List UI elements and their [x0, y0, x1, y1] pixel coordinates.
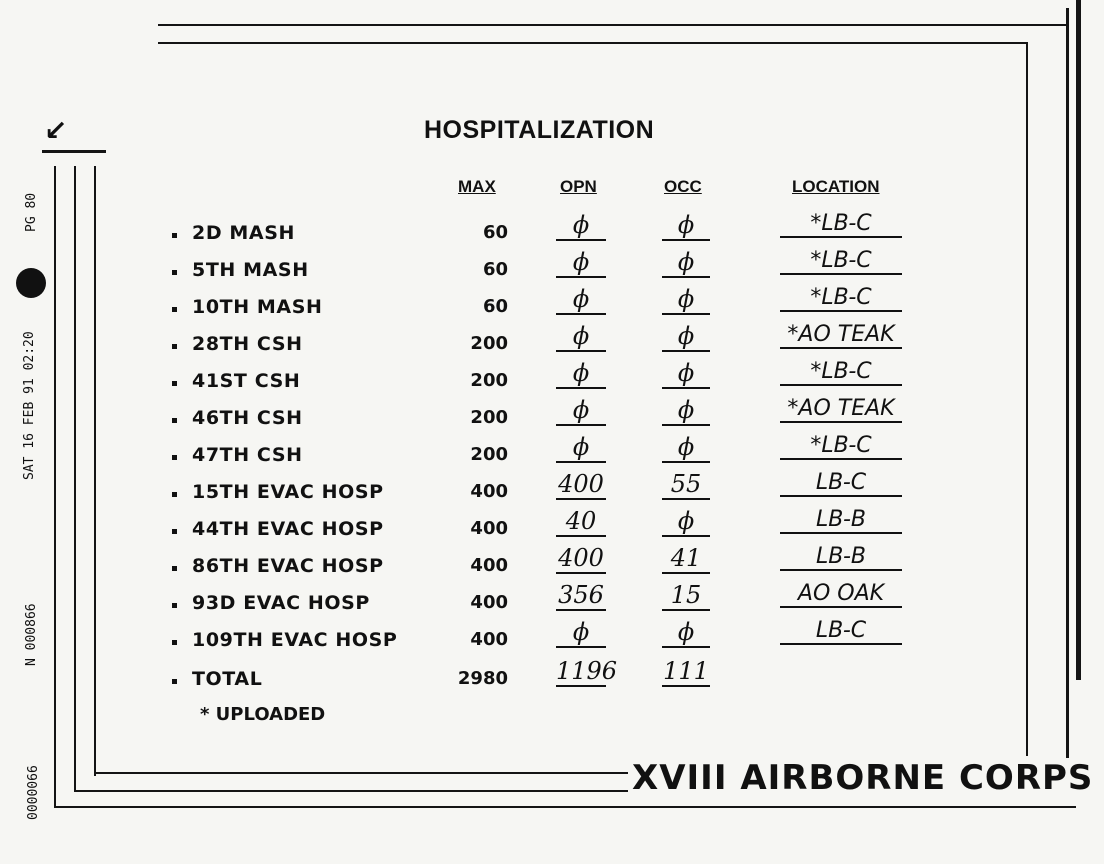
table-row [0, 285, 1104, 329]
unit-name: 109TH EVAC HOSP [192, 629, 398, 651]
location-value: *LB-C [780, 285, 902, 312]
frame-top-line [158, 24, 1068, 26]
table-row [0, 248, 1104, 292]
max-value: 400 [470, 592, 508, 613]
bullet-icon [172, 603, 177, 608]
bullet-icon [172, 307, 177, 312]
bullet-icon [172, 418, 177, 423]
unit-name: 41ST CSH [192, 370, 301, 392]
location-value: LB-B [780, 507, 902, 534]
total-row [0, 657, 1104, 701]
bullet-icon [172, 270, 177, 275]
unit-name: 46TH CSH [192, 407, 303, 429]
opn-value: ϕ [556, 359, 606, 389]
margin-doc-id: N 000866 [24, 603, 39, 666]
bullet-icon [172, 492, 177, 497]
unit-name: 86TH EVAC HOSP [192, 555, 384, 577]
occ-value: 15 [662, 581, 710, 611]
opn-value: ϕ [556, 285, 606, 315]
opn-value: 40 [556, 507, 606, 537]
opn-value: ϕ [556, 211, 606, 241]
margin-timestamp: SAT 16 FEB 91 02:20 [22, 331, 37, 480]
opn-value: 356 [556, 581, 606, 611]
opn-value: ϕ [556, 433, 606, 463]
col-header-location: LOCATION [792, 177, 880, 196]
location-value: LB-B [780, 544, 902, 571]
bullet-icon [172, 529, 177, 534]
table-row [0, 322, 1104, 366]
max-value: 400 [470, 518, 508, 539]
max-value: 200 [470, 370, 508, 391]
occ-value: ϕ [662, 248, 710, 278]
unit-name: 44TH EVAC HOSP [192, 518, 384, 540]
opn-value: ϕ [556, 396, 606, 426]
occ-value: ϕ [662, 322, 710, 352]
opn-value: 400 [556, 544, 606, 574]
location-value: *LB-C [780, 359, 902, 386]
max-value: 200 [470, 407, 508, 428]
max-value: 60 [482, 296, 508, 317]
location-value: *AO TEAK [780, 396, 902, 423]
corner-arrow-icon: ↙ [44, 114, 68, 147]
table-row [0, 618, 1104, 662]
bullet-icon [172, 344, 177, 349]
opn-value: 400 [556, 470, 606, 500]
frame-top-line-inner [158, 42, 1028, 44]
bullet-icon [172, 679, 177, 684]
unit-name: 15TH EVAC HOSP [192, 481, 384, 503]
table-row [0, 507, 1104, 551]
occ-value: 41 [662, 544, 710, 574]
occ-value: ϕ [662, 359, 710, 389]
unit-name: 47TH CSH [192, 444, 303, 466]
margin-doc-id-bottom: 0000066 [26, 765, 41, 820]
location-value: *LB-C [780, 211, 902, 238]
occ-value: ϕ [662, 618, 710, 648]
corps-caption: XVIII AIRBORNE CORPS [628, 758, 1097, 798]
opn-value: ϕ [556, 322, 606, 352]
occ-value: 55 [662, 470, 710, 500]
col-header-max: MAX [458, 177, 496, 196]
bullet-icon [172, 566, 177, 571]
max-value: 400 [470, 481, 508, 502]
max-value: 400 [470, 629, 508, 650]
table-row [0, 433, 1104, 477]
bullet-icon [172, 381, 177, 386]
unit-name: 93D EVAC HOSP [192, 592, 370, 614]
occ-value: ϕ [662, 285, 710, 315]
col-header-occ: OCC [664, 177, 702, 196]
opn-value: ϕ [556, 618, 606, 648]
unit-name: 5TH MASH [192, 259, 309, 281]
location-value: *AO TEAK [780, 322, 902, 349]
bullet-icon [172, 640, 177, 645]
occ-value: ϕ [662, 211, 710, 241]
location-value: *LB-C [780, 433, 902, 460]
unit-name: 2D MASH [192, 222, 296, 244]
unit-name: 10TH MASH [192, 296, 323, 318]
bullet-icon [172, 233, 177, 238]
max-value: 60 [482, 222, 508, 243]
table-row [0, 544, 1104, 588]
table-row [0, 396, 1104, 440]
max-value: 400 [470, 555, 508, 576]
table-row [0, 581, 1104, 625]
table-row [0, 470, 1104, 514]
max-value: 200 [470, 333, 508, 354]
max-value: 200 [470, 444, 508, 465]
max-value: 60 [482, 259, 508, 280]
location-value: AO OAK [780, 581, 902, 608]
total-label: TOTAL [192, 668, 263, 690]
unit-name: 28TH CSH [192, 333, 303, 355]
table-row [0, 359, 1104, 403]
occ-value: ϕ [662, 396, 710, 426]
total-max: 2980 [457, 668, 508, 689]
bullet-icon [172, 455, 177, 460]
frame-bottom-line [56, 806, 1076, 808]
col-header-opn: OPN [560, 177, 597, 196]
footnote-uploaded: * UPLOADED [200, 704, 326, 725]
location-value: *LB-C [780, 248, 902, 275]
page-title: HOSPITALIZATION [424, 116, 655, 144]
location-value: LB-C [780, 470, 902, 497]
location-value: LB-C [780, 618, 902, 645]
occ-value: ϕ [662, 507, 710, 537]
total-occ: 111 [663, 657, 709, 685]
total-opn: 1196 [556, 657, 618, 685]
margin-page-number: PG 80 [24, 192, 39, 232]
opn-value: ϕ [556, 248, 606, 278]
frame-left-top-rule [42, 150, 106, 153]
occ-value: ϕ [662, 433, 710, 463]
